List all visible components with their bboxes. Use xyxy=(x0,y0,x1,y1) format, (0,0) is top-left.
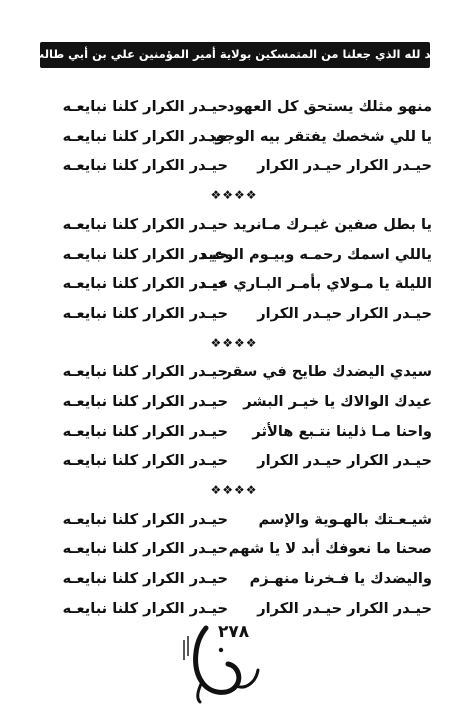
verse-line xyxy=(36,269,432,299)
ali-calligraphy-logo xyxy=(176,620,276,705)
verse-left: حيـدر الكرار كلنا نبايعـه xyxy=(62,245,228,263)
verse-right: واحنا مـا ذلينا نتـبع هالأثر xyxy=(252,422,432,440)
stanza-separator: ❖❖❖❖ xyxy=(210,188,258,203)
verse-right: حيـدر الكرار حيـدر الكرار xyxy=(257,452,432,470)
verse-line xyxy=(36,505,432,535)
verse-right: عيدك الوالاك يا خيـر البشر xyxy=(243,393,432,411)
verse-line xyxy=(36,151,432,181)
verse-left: حيـدر الكرار كلنا نبايعـه xyxy=(62,540,228,558)
verse-left: حيـدر الكرار كلنا نبايعـه xyxy=(62,216,228,234)
verse-right: الليلة يا مـولاي بأمـر البـاري عيـد xyxy=(198,275,432,293)
verse-line xyxy=(36,446,432,476)
verse-right: حيـدر الكرار حيـدر الكرار xyxy=(257,157,432,175)
stanza-separator: ❖❖❖❖ xyxy=(210,335,258,350)
verse-line xyxy=(36,299,432,329)
verse-right: يا للي شخصك يفتقر بيه الوجود xyxy=(207,127,432,145)
verse-right: منهو مثلك يستحق كل العهود xyxy=(226,98,432,116)
verse-left: حيـدر الكرار كلنا نبايعـه xyxy=(62,363,228,381)
poem-body xyxy=(36,92,432,623)
stanza-separator: ❖❖❖❖ xyxy=(210,483,258,498)
page-header-banner xyxy=(14,42,456,68)
verse-right: حيـدر الكرار حيـدر الكرار xyxy=(257,304,432,322)
verse-left: حيـدر الكرار كلنا نبايعـه xyxy=(62,510,228,528)
verse-right: يا بطل صفين غيـرك مـانريد xyxy=(232,216,432,234)
verse-line xyxy=(36,122,432,152)
verse-line xyxy=(36,387,432,417)
verse-left: حيـدر الكرار كلنا نبايعـه xyxy=(62,570,228,588)
header-text: الحمد لله الذي جعلنا من المتمسكين بولاية أمير المؤمنين علي بن أبي طالب ﷺ xyxy=(14,46,456,61)
verse-left: حيـدر الكرار كلنا نبايعـه xyxy=(62,157,228,175)
page-number: ٢٧٨ xyxy=(218,622,250,642)
verse-line xyxy=(36,210,432,240)
verse-right: سيدي اليضدك طايح في سقر xyxy=(223,363,432,381)
verse-left: حيـدر الكرار كلنا نبايعـه xyxy=(62,304,228,322)
verse-line xyxy=(36,564,432,594)
verse-right: واليضدك يا فـخرنا منهـزم xyxy=(249,570,432,588)
verse-line xyxy=(36,534,432,564)
verse-line xyxy=(36,416,432,446)
verse-line xyxy=(36,239,432,269)
verse-right: صحنا ما نعوفك أبد لا يا شهم xyxy=(228,540,432,558)
verse-right: ياللي اسمك رحمـه وبيـوم الوعيد xyxy=(199,245,432,263)
verse-left: حيـدر الكرار كلنا نبايعـه xyxy=(62,98,228,116)
verse-left: حيـدر الكرار كلنا نبايعـه xyxy=(62,393,228,411)
verse-line xyxy=(36,357,432,387)
verse-left: حيـدر الكرار كلنا نبايعـه xyxy=(62,275,228,293)
verse-left: حيـدر الكرار كلنا نبايعـه xyxy=(62,127,228,145)
verse-left: حيـدر الكرار كلنا نبايعـه xyxy=(62,599,228,617)
verse-right: حيـدر الكرار حيـدر الكرار xyxy=(257,599,432,617)
verse-left: حيـدر الكرار كلنا نبايعـه xyxy=(62,452,228,470)
verse-line xyxy=(36,92,432,122)
verse-left: حيـدر الكرار كلنا نبايعـه xyxy=(62,422,228,440)
verse-right: شيـعـتك بالهـوية والإسم xyxy=(258,510,432,528)
verse-line xyxy=(36,593,432,623)
